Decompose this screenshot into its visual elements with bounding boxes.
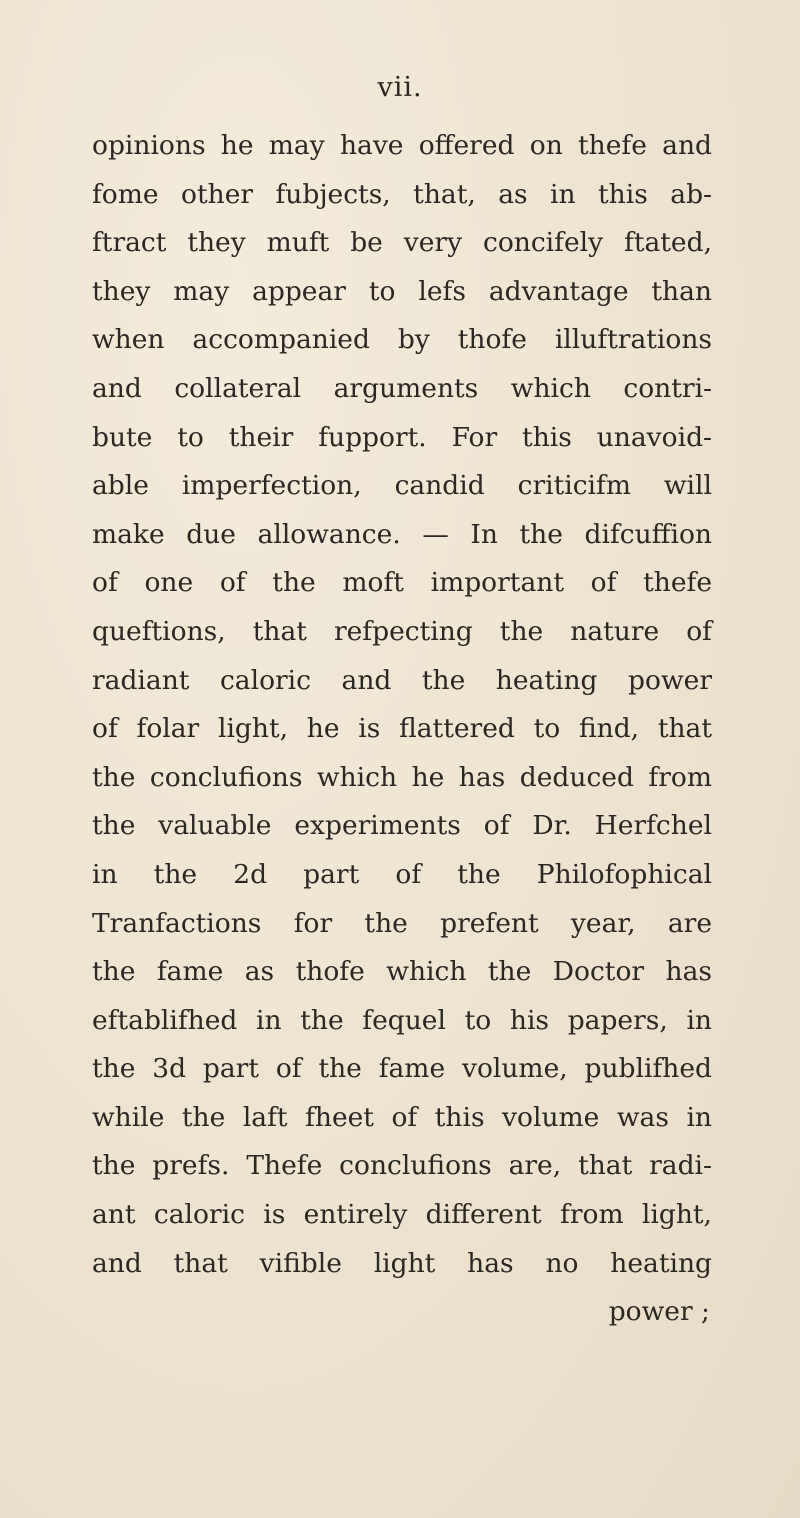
text-line: of folar light, he is flattered to find, that: [92, 713, 712, 745]
text-line: the conclufions which he has deduced from: [92, 761, 712, 793]
text-line: queftions, that refpecting the nature of: [92, 615, 712, 647]
body-text: [92, 122, 712, 1337]
text-line: when accompanied by thofe illuftrations: [92, 324, 712, 356]
text-line: able imperfection, candid criticifm will: [92, 470, 712, 502]
text-line: the fame as thofe which the Doctor has: [92, 956, 712, 988]
text-line: the prefs. Thefe conclufions are, that radi-: [92, 1150, 712, 1182]
text-line: and that vifible light has no heating: [92, 1247, 712, 1279]
text-line: the valuable experiments of Dr. Herfchel: [92, 810, 712, 842]
text-line: in the 2d part of the Philofophical: [92, 858, 712, 890]
text-line: radiant caloric and the heating power: [92, 664, 712, 696]
text-line: make due allowance. — In the difcuffion: [92, 518, 712, 550]
text-line: Tranfactions for the prefent year, are: [92, 907, 712, 939]
text-line: they may appear to lefs advantage than: [92, 275, 712, 307]
text-line: ant caloric is entirely different from light,: [92, 1199, 712, 1231]
text-line: the 3d part of the fame volume, publifhed: [92, 1053, 712, 1085]
text-line: of one of the moft important of thefe: [92, 567, 712, 599]
catchword: power ;: [608, 1296, 710, 1328]
text-line: eftablifhed in the fequel to his papers, in: [92, 1004, 712, 1036]
text-line: fome other fubjects, that, as in this ab-: [92, 178, 712, 210]
text-line: while the laft fheet of this volume was in: [92, 1101, 712, 1133]
text-line: ftract they muft be very concifely ftated,: [92, 227, 712, 259]
text-line: and collateral arguments which contri-: [92, 372, 712, 404]
page-number: vii.: [377, 72, 423, 103]
text-line: bute to their fupport. For this unavoid-: [92, 421, 712, 453]
text-line: opinions he may have offered on thefe and: [92, 130, 712, 161]
